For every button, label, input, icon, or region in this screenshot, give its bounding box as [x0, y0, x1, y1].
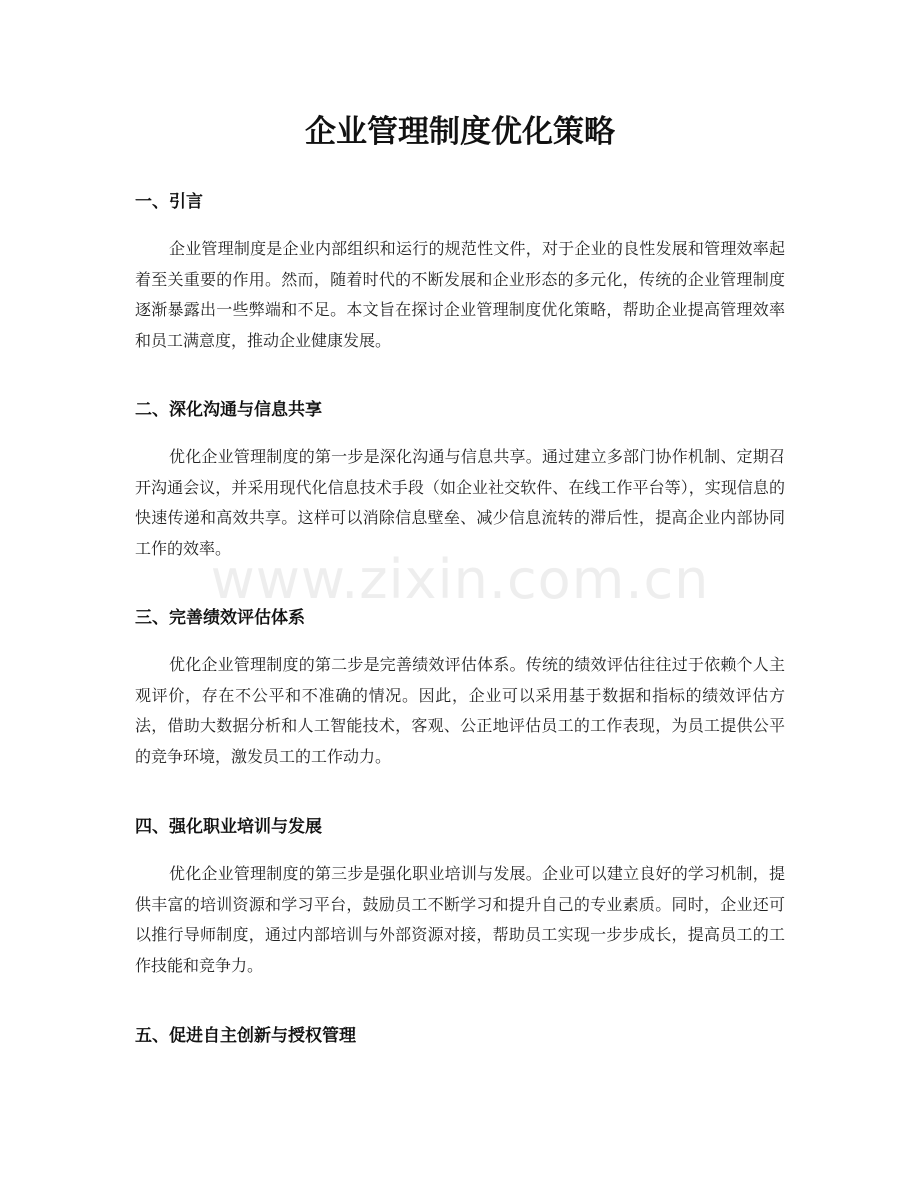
- document-title: 企业管理制度优化策略: [305, 114, 615, 150]
- section-paragraph: 企业管理制度是企业内部组织和运行的规范性文件，对于企业的良性发展和管理效率起着至关重要的作用。然而，随着时代的不断发展和企业形态的多元化，传统的企业管理制度逐渐暴露出一些弊端和不足。本文旨在探讨企业管理制度优化策略，帮助企业提高管理效率和员工满意度，推动企业健康发展。: [135, 239, 785, 350]
- section-introduction: [135, 190, 785, 356]
- section-heading: 一、引言: [135, 192, 203, 212]
- section-heading: 二、深化沟通与信息共享: [135, 400, 322, 420]
- section-paragraph: 优化企业管理制度的第二步是完善绩效评估体系。传统的绩效评估往往过于依赖个人主观评价，存在不公平和不准确的情况。因此，企业可以采用基于数据和指标的绩效评估方法，借助大数据分析和人工智能技术，客观、公正地评估员工的工作表现，为员工提供公平的竞争环境，激发员工的工作动力。: [135, 655, 785, 766]
- section-innovation: [135, 1024, 785, 1068]
- section-paragraph: 优化企业管理制度的第三步是强化职业培训与发展。企业可以建立良好的学习机制，提供丰富的培训资源和学习平台，鼓励员工不断学习和提升自己的专业素质。同时，企业还可以推行导师制度，通过内部培训与外部资源对接，帮助员工实现一步步成长，提高员工的工作技能和竞争力。: [135, 864, 785, 975]
- section-heading: 三、完善绩效评估体系: [135, 608, 305, 628]
- section-heading: 四、强化职业培训与发展: [135, 817, 322, 837]
- section-training: [135, 815, 785, 981]
- section-performance: [135, 606, 785, 772]
- watermark: www.zixin.com.cn: [210, 548, 710, 611]
- section-heading: 五、促进自主创新与授权管理: [135, 1026, 356, 1046]
- section-paragraph: 优化企业管理制度的第一步是深化沟通与信息共享。通过建立多部门协作机制、定期召开沟通会议，并采用现代化信息技术手段（如企业社交软件、在线工作平台等），实现信息的快速传递和高效共享。这样可以消除信息壁垒、减少信息流转的滞后性，提高企业内部协同工作的效率。: [135, 447, 785, 558]
- section-communication: [135, 398, 785, 564]
